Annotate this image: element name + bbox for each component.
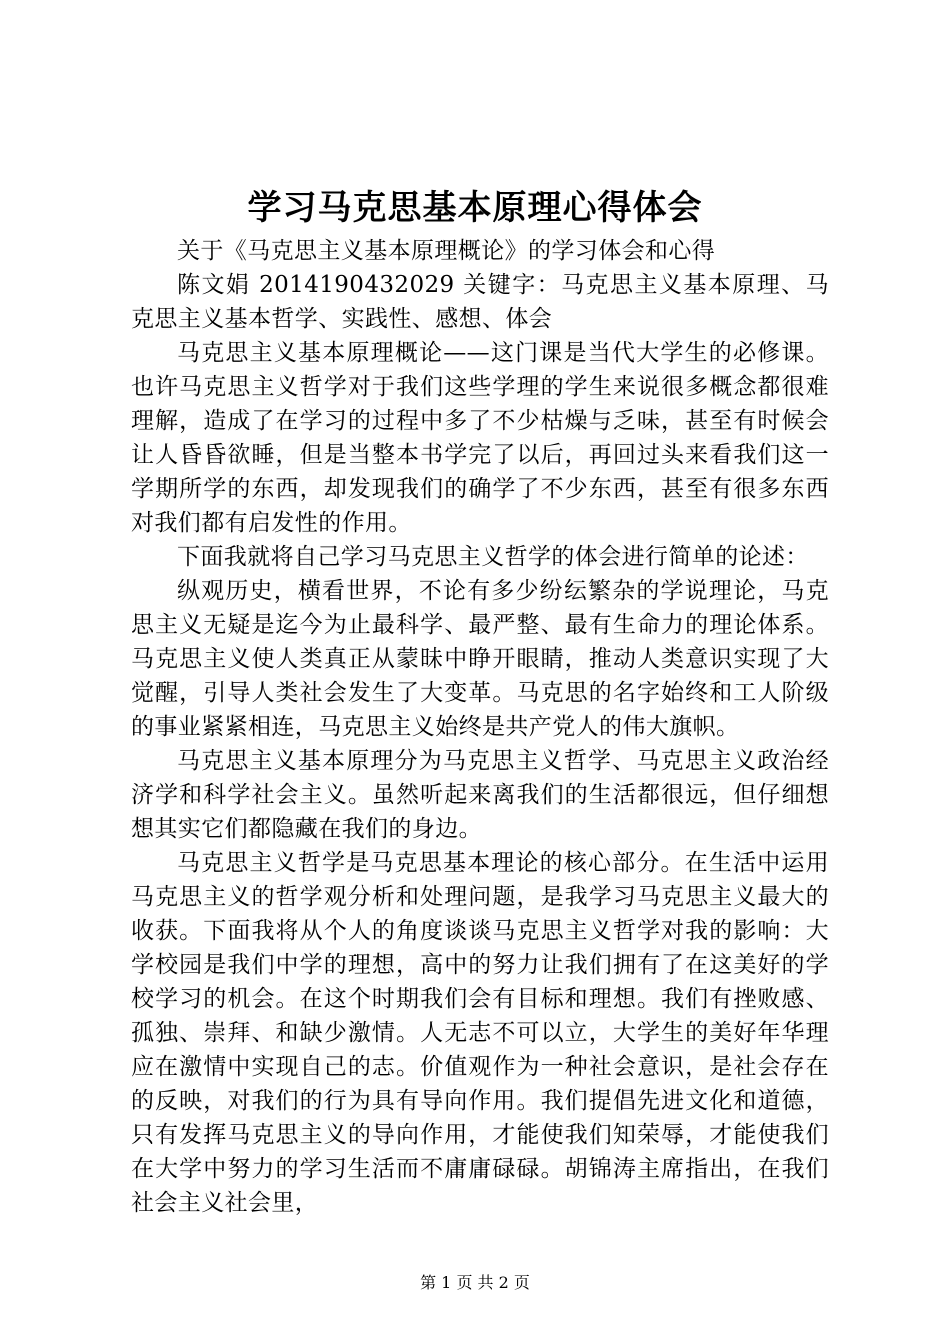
page-number-current: 第 1 页 xyxy=(420,1273,473,1292)
paragraph-author-keywords: 陈文娟 2014190432029 关键字：马克思主义基本原理、马克思主义基本哲学、实践性、感想、体会 xyxy=(131,272,829,332)
paragraph-subtitle: 关于《马克思主义基本原理概论》的学习体会和心得 xyxy=(177,238,716,264)
paragraph-principles: 马克思主义基本原理分为马克思主义哲学、马克思主义政治经济学和科学社会主义。虽然听起来离我们的生活都很远，但仔细想想其实它们都隐藏在我们的身边。 xyxy=(131,748,829,842)
paragraph-lead-in: 下面我就将自己学习马克思主义哲学的体会进行简单的论述： xyxy=(177,544,809,570)
document-body xyxy=(131,234,829,1220)
page-number-total: 共 2 页 xyxy=(477,1273,530,1292)
paragraph-intro: 马克思主义基本原理概论——这门课是当代大学生的必修课。也许马克思主义哲学对于我们这些学理的学生来说很多概念都很难理解，造成了在学习的过程中多了不少枯燥与乏味，甚至有时候会让人昏昏欲睡，但是当整本书学完了以后，再回过头来看我们这一学期所学的东西，却发现我们的确学了不少东西，甚至有很多东西对我们都有启发性的作用。 xyxy=(131,340,829,536)
page-footer xyxy=(0,1272,950,1294)
paragraph-history: 纵观历史，横看世界，不论有多少纷纭繁杂的学说理论，马克思主义无疑是迄今为止最科学、最严整、最有生命力的理论体系。马克思主义使人类真正从蒙昧中睁开眼睛，推动人类意识实现了大觉醒，引导人类社会发生了大变革。马克思的名字始终和工人阶级的事业紧紧相连，马克思主义始终是共产党人的伟大旗帜。 xyxy=(131,578,829,740)
document-title: 学习马克思基本原理心得体会 xyxy=(247,188,703,228)
paragraph-philosophy: 马克思主义哲学是马克思基本理论的核心部分。在生活中运用马克思主义的哲学观分析和处理问题，是我学习马克思主义最大的收获。下面我将从个人的角度谈谈马克思主义哲学对我的影响：大学校园是我们中学的理想，高中的努力让我们拥有了在这美好的学校学习的机会。在这个时期我们会有目标和理想。我们有挫败感、孤独、崇拜、和缺少激情。人无志不可以立，大学生的美好年华理应在激情中实现自己的志。价值观作为一种社会意识，是社会存在的反映，对我们的行为具有导向作用。我们提倡先进文化和道德，只有发挥马克思主义的导向作用，才能使我们知荣辱，才能使我们在大学中努力的学习生活而不庸庸碌碌。胡锦涛主席指出，在我们社会主义社会里， xyxy=(131,850,829,1216)
